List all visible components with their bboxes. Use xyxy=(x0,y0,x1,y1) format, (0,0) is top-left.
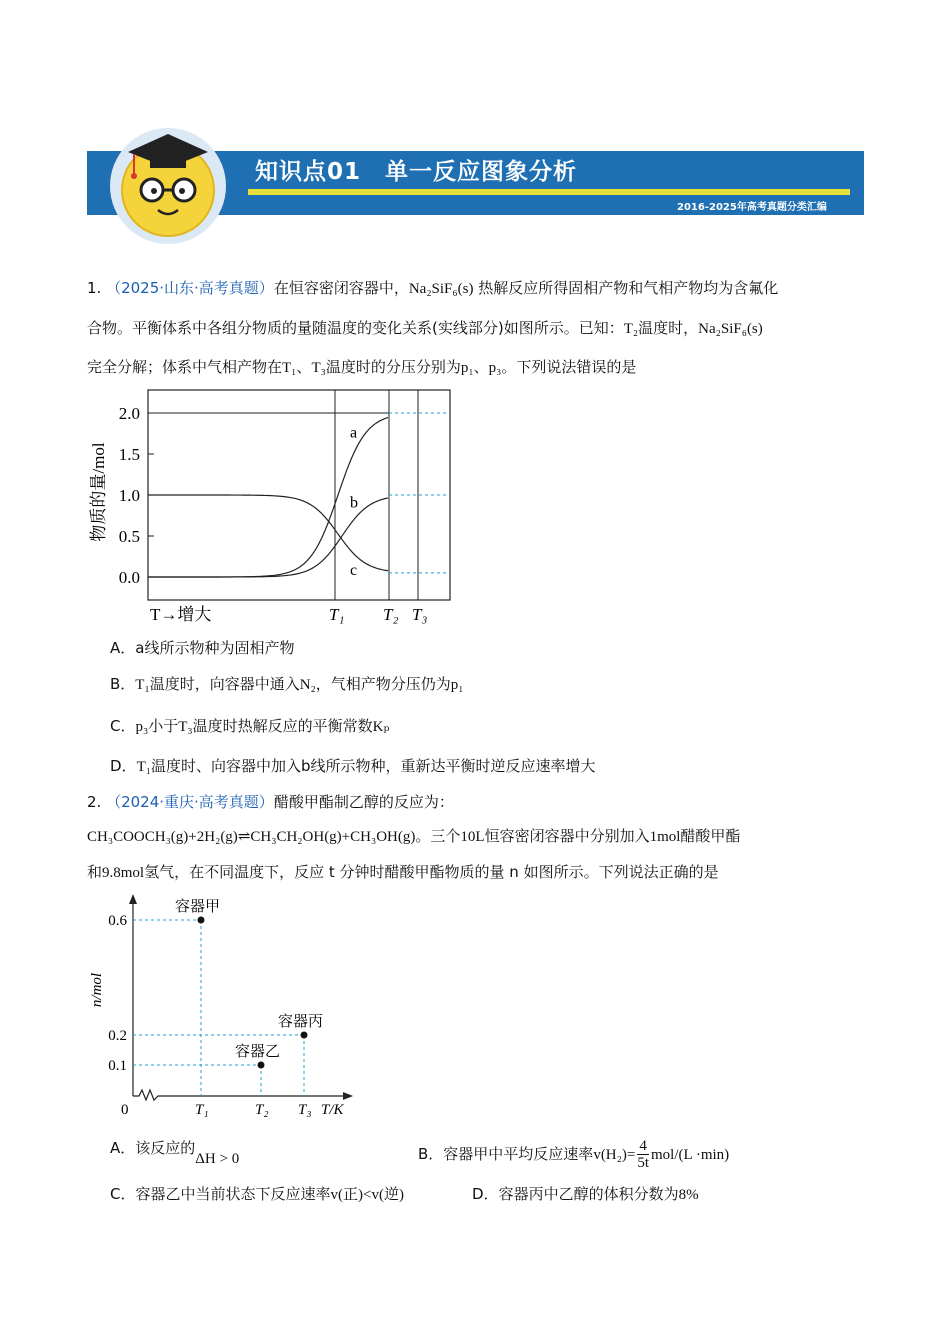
chart1-xlabel: T→增大 xyxy=(150,605,212,624)
equation-arrow: ⇌ xyxy=(237,829,251,845)
chart1-series-label: c xyxy=(350,562,358,579)
q2-line-2: CH₃COOCH₃(g)+2H₂(g)⇌CH₃CH₂OH(g)+CH₃OH(g)。三个10L恒容密闭容器中分别加入1mol醋酸甲酯 xyxy=(87,827,741,845)
chart1-ytick: 1.5 xyxy=(118,445,140,464)
banner-underline xyxy=(248,189,850,195)
q2-option-c[interactable]: C．容器乙中当前状态下反应速率v(正)<v(逆) xyxy=(110,1185,404,1203)
chart2-ytick: 0.6 xyxy=(108,913,127,929)
q1-number: 1. xyxy=(87,279,102,297)
chart2-origin: 0 xyxy=(121,1102,129,1118)
chart1 xyxy=(80,382,460,632)
chart1-xtick: T₃ xyxy=(412,605,428,624)
chart2-ytick: 0.1 xyxy=(108,1058,127,1074)
q1-option-a[interactable]: A．a线所示物种为固相产物 xyxy=(110,639,295,657)
q1-source: （2025·山东·高考真题） xyxy=(106,279,274,297)
chart1-xtick: T₂ xyxy=(383,605,399,624)
chart2-xtick: T₂ xyxy=(255,1102,269,1118)
q2-line-3: 和9.8mol氢气，在不同温度下，反应 t 分钟时醋酸甲酯物质的量 n 如图所示。下列说法正确的是 xyxy=(87,863,719,881)
q2-number: 2. xyxy=(87,793,102,811)
chart1-ytick: 0.5 xyxy=(118,527,140,546)
q1-line-2: 合物。平衡体系中各组分物质的量随温度的变化关系(实线部分)如图所示。已知：T₂温度时，Na₂SiF₆(s) xyxy=(87,319,763,337)
chart2-point-label: 容器乙 xyxy=(235,1042,281,1060)
chart2-point xyxy=(198,917,205,924)
chart1-series-label: a xyxy=(350,424,358,442)
q2-option-d[interactable]: D．容器丙中乙醇的体积分数为8% xyxy=(472,1185,699,1203)
chart2-point xyxy=(301,1032,308,1039)
equation-right: CH₃CH₂OH(g)+CH₃OH(g) xyxy=(250,829,416,845)
banner-title: 知识点01 单一反应图象分析 xyxy=(255,159,578,185)
q1-option-c[interactable]: C．p₃小于T₃温度时热解反应的平衡常数Kₚ xyxy=(110,717,390,735)
chart1-ylabel: 物质的量/mol xyxy=(89,442,108,542)
chart2-xtick: T₁ xyxy=(195,1102,209,1118)
q2-option-b[interactable]: B．容器甲中平均反应速率v(H₂)= $\frac{4}{5t}$ mol/(L ·min) xyxy=(418,1138,730,1171)
chart2 xyxy=(85,890,375,1120)
q1-option-d[interactable]: D．T₁温度时、向容器中加入b线所示物种，重新达平衡时逆反应速率增大 xyxy=(110,757,596,775)
fraction: $\frac{4}{5t}$ xyxy=(637,1138,649,1171)
mascot-avatar xyxy=(104,118,232,246)
q1-line-3: 完全分解；体系中气相产物在T₁、T₃温度时的分压分别为p₁、p₃。下列说法错误的是 xyxy=(87,358,637,376)
chart2-ytick: 0.2 xyxy=(108,1028,127,1044)
q2-line-1: 2. （2024·重庆·高考真题）醋酸甲酯制乙醇的反应为： xyxy=(87,793,454,811)
chart2-point-label: 容器丙 xyxy=(278,1012,324,1030)
chart2-xaxis xyxy=(133,1090,345,1100)
banner-subtitle: 2016-2025年高考真题分类汇编 xyxy=(677,202,827,213)
chart2-xtick: T₃ xyxy=(298,1102,312,1118)
formula-nasif: Na₂SiF₆(s) xyxy=(408,281,474,297)
equation-left: CH₃COOCH₃(g)+2H₂(g) xyxy=(87,829,238,845)
chart1-ytick: 2.0 xyxy=(118,404,140,423)
chart1-xtick: T₁ xyxy=(329,605,345,624)
chart2-xlabel: T/K xyxy=(321,1102,344,1118)
chart2-ylabel: n/mol xyxy=(89,972,105,1008)
chart2-xarrow xyxy=(343,1092,353,1100)
chart2-yarrow xyxy=(129,894,137,904)
chart1-ytick: 0.0 xyxy=(118,568,140,587)
chart1-ytick: 1.0 xyxy=(118,486,140,505)
chart2-point xyxy=(258,1062,265,1069)
q2-source: （2024·重庆·高考真题） xyxy=(106,793,274,811)
chart2-point-label: 容器甲 xyxy=(175,897,221,915)
chart1-series-label: b xyxy=(350,494,358,512)
q2-option-a[interactable]: A．该反应的ΔH > 0 xyxy=(110,1139,240,1167)
q1-line-1: 1. （2025·山东·高考真题）在恒容密闭容器中，Na₂SiF₆(s) 热解反应所得固相产物和气相产物均为含氟化 xyxy=(87,279,779,297)
q1-option-b[interactable]: B．T₁温度时，向容器中通入N₂，气相产物分压仍为p₁ xyxy=(110,675,464,693)
